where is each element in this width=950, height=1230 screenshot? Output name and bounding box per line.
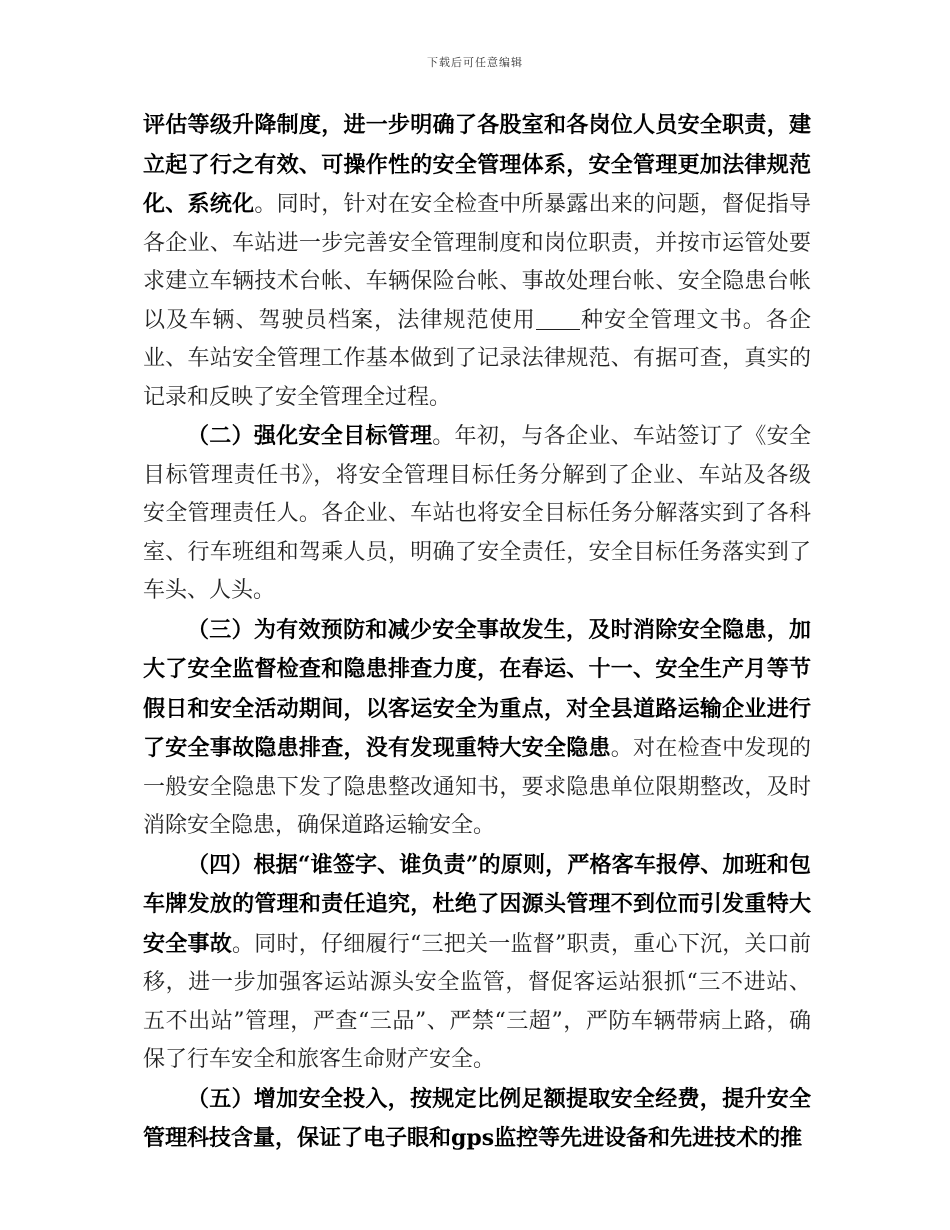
page-header: 下载后可任意编辑 bbox=[427, 56, 523, 69]
paragraph-3 bbox=[143, 611, 811, 846]
fill-in-blank bbox=[536, 307, 580, 330]
paragraph-2-text: 。年初，与各企业、车站签订了《安全目标管理责任书》，将安全管理目标任务分解到了企业、车站及各级安全管理责任人。各企业、车站也将安全目标任务分解落实到了各科室、行车班组和驾乘人员，明确了安全责任，安全目标任务落实到了车头、人头。 bbox=[143, 424, 811, 603]
paragraph-3-bold: （三）为有效预防和减少安全事故发生，及时消除安全隐患，加大了安全监督检查和隐患排查力度，在春运、十一、安全生产月等节假日和安全活动期间，以客运安全为重点，对全县道路运输企业进行了安全事故隐患排查，没有发现重特大安全隐患 bbox=[143, 616, 811, 761]
paragraph-4 bbox=[143, 846, 811, 1080]
paragraph-5 bbox=[143, 1080, 811, 1159]
paragraph-4-bold: （四）根据“谁签字、谁负责”的原则，严格客车报停、加班和包车牌发放的管理和责任追究，杜绝了因源头管理不到位而引发重特大安全事故 bbox=[143, 851, 811, 957]
paragraph-1 bbox=[143, 106, 811, 417]
paragraph-1-bold: 评估等级升降制度，进一步明确了各股室和各岗位人员安全职责，建立起了行之有效、可操作性的安全管理体系，安全管理更加法律规范化、系统化 bbox=[143, 112, 811, 217]
paragraph-4-text: 。同时，仔细履行“三把关一监督”职责，重心下沉，关口前移，进一步加强客运站源头安全监管，督促客运站狠抓“三不进站、五不出站”管理，严查“三品”、严禁“三超”，严防车辆带病上路，确保了行车安全和旅客生命财产安全。 bbox=[143, 931, 811, 1072]
paragraph-1-text-a: 。同时，针对在安全检查中所暴露出来的问题，督促指导各企业、车站进一步完善安全管理制度和岗位职责，并按市运管处要求建立车辆技术台帐、车辆保险台帐、事故处理台帐、安全隐患台帐以及车辆、驾驶员档案，法律规范使用 bbox=[143, 192, 811, 333]
paragraph-1-text-b: 种安全管理文书。各企业、车站安全管理工作基本做到了记录法律规范、有据可查，真实的记录和反映了安全管理全过程。 bbox=[143, 307, 811, 410]
document-body bbox=[143, 106, 811, 1159]
paragraph-2 bbox=[143, 417, 811, 611]
paragraph-3-text: 。对在检查中发现的一般安全隐患下发了隐患整改通知书，要求隐患单位限期整改，及时消除安全隐患，确保道路运输安全。 bbox=[143, 736, 811, 838]
paragraph-5-bold: （五）增加安全投入，按规定比例足额提取安全经费，提升安全管理科技含量，保证了电子眼和gps监控等先进设备和先进技术的推 bbox=[143, 1085, 811, 1151]
paragraph-2-bold: （二）强化安全目标管理 bbox=[187, 423, 433, 449]
